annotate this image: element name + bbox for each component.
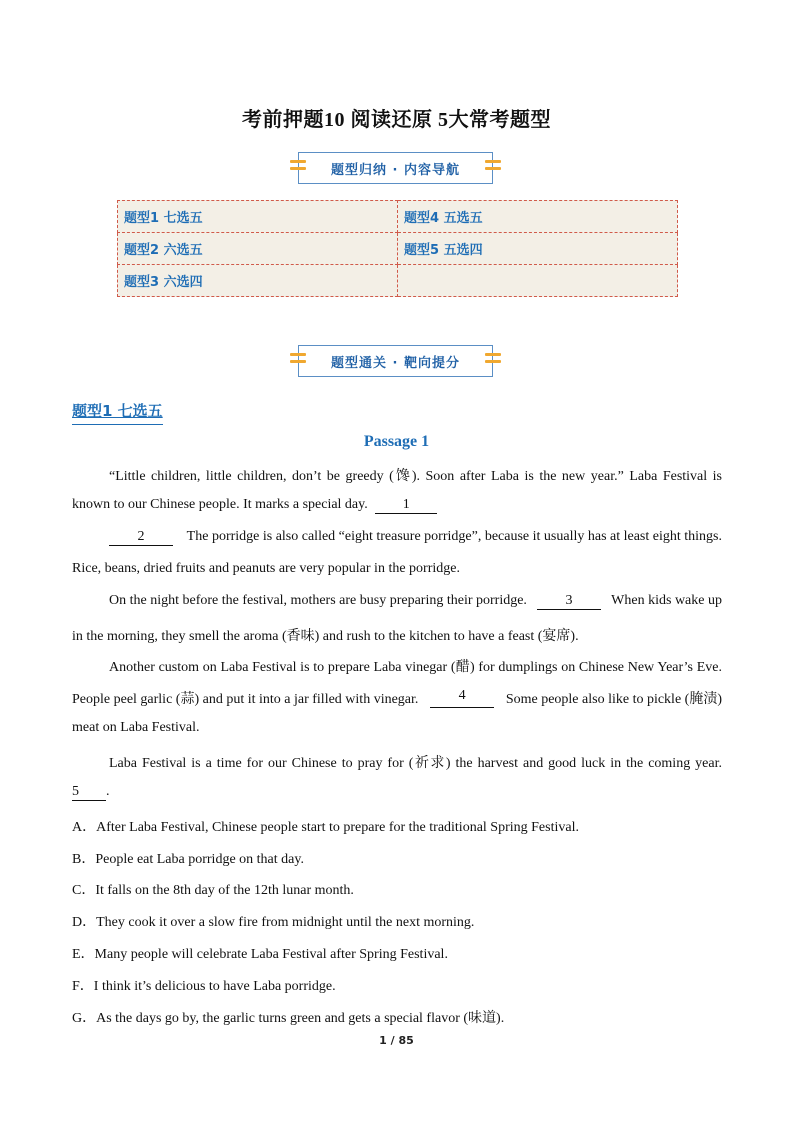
- period: .: [106, 784, 110, 799]
- answer-blank-2[interactable]: 2: [109, 529, 173, 546]
- option-b: B．People eat Laba porridge on that day.: [72, 852, 304, 867]
- paragraph-line: [109, 529, 722, 546]
- banner-decoration-icon: [485, 353, 501, 369]
- option-f: F．I think it’s delicious to have Laba porridge.: [72, 979, 336, 994]
- option-a: A．After Laba Festival, Chinese people start to prepare for the traditional Spring Festival.: [72, 820, 579, 835]
- banner-decoration-icon: [290, 353, 306, 369]
- option-g: G．As the days go by, the garlic turns green and gets a special flavor (味道).: [72, 1011, 505, 1026]
- paragraph-text: Some people also like to pickle (腌渍): [505, 692, 722, 707]
- answer-blank-1[interactable]: 1: [375, 497, 437, 514]
- paragraph-text: On the night before the festival, mothers are busy preparing their porridge.: [109, 593, 527, 608]
- paragraph-text: When kids wake up: [611, 593, 722, 608]
- paragraph-line: [72, 784, 722, 801]
- paragraph-text: The porridge is also called “eight treasure porridge”, because it usually has at least eight things.: [186, 529, 722, 544]
- answer-blank-3[interactable]: 3: [537, 593, 601, 610]
- table-row: [118, 201, 678, 233]
- paragraph-line: [72, 497, 722, 514]
- paragraph-line: Another custom on Laba Festival is to prepare Laba vinegar (醋) for dumplings on Chinese New Year’s Eve.: [109, 660, 722, 675]
- empty-cell: [398, 265, 678, 297]
- practice-banner: [298, 345, 493, 377]
- paragraph-line: Rice, beans, dried fruits and peanuts are very popular in the porridge.: [72, 561, 460, 576]
- nav-banner-label: 题型归纳 · 内容导航: [331, 162, 460, 178]
- nav-link-type5[interactable]: 题型5 五选四: [398, 233, 678, 265]
- option-c: C．It falls on the 8th day of the 12th lunar month.: [72, 883, 354, 898]
- paragraph-line: [72, 688, 722, 708]
- passage-title: Passage 1: [363, 433, 430, 450]
- practice-banner-label: 题型通关 · 靶向提分: [331, 355, 460, 371]
- paragraph-line: “Little children, little children, don’t be greedy (馋). Soon after Laba is the new year.” Laba Festival is: [109, 469, 722, 484]
- paragraph-text: known to our Chinese people. It marks a special day.: [72, 497, 368, 512]
- nav-link-type2[interactable]: 题型2 六选五: [118, 233, 398, 265]
- nav-link-type1[interactable]: 题型1 七选五: [118, 201, 398, 233]
- paragraph-line: meat on Laba Festival.: [72, 720, 200, 735]
- page-number: 1 / 85: [379, 1034, 414, 1047]
- option-e: E．Many people will celebrate Laba Festival after Spring Festival.: [72, 947, 448, 962]
- table-row: [118, 233, 678, 265]
- paragraph-line: in the morning, they smell the aroma (香味) and rush to the kitchen to have a feast (宴席).: [72, 629, 579, 644]
- nav-link-type3[interactable]: 题型3 六选四: [118, 265, 398, 297]
- banner-decoration-icon: [485, 160, 501, 176]
- section-heading[interactable]: 题型1 七选五: [72, 400, 163, 425]
- content-navigation-table: [117, 200, 678, 297]
- banner-decoration-icon: [290, 160, 306, 176]
- paragraph-text: People peel garlic (蒜) and put it into a jar filled with vinegar.: [72, 692, 419, 707]
- nav-link-type4[interactable]: 题型4 五选五: [398, 201, 678, 233]
- answer-blank-5[interactable]: 5: [72, 784, 106, 801]
- page-title: 考前押题10 阅读还原 5大常考题型: [242, 109, 551, 131]
- option-d: D．They cook it over a slow fire from midnight until the next morning.: [72, 915, 475, 930]
- table-row: [118, 265, 678, 297]
- paragraph-line: Laba Festival is a time for our Chinese to pray for (祈求) the harvest and good luck in the coming year.: [109, 756, 722, 771]
- nav-banner: [298, 152, 493, 184]
- answer-blank-4[interactable]: 4: [430, 688, 494, 708]
- paragraph-line: [109, 593, 722, 610]
